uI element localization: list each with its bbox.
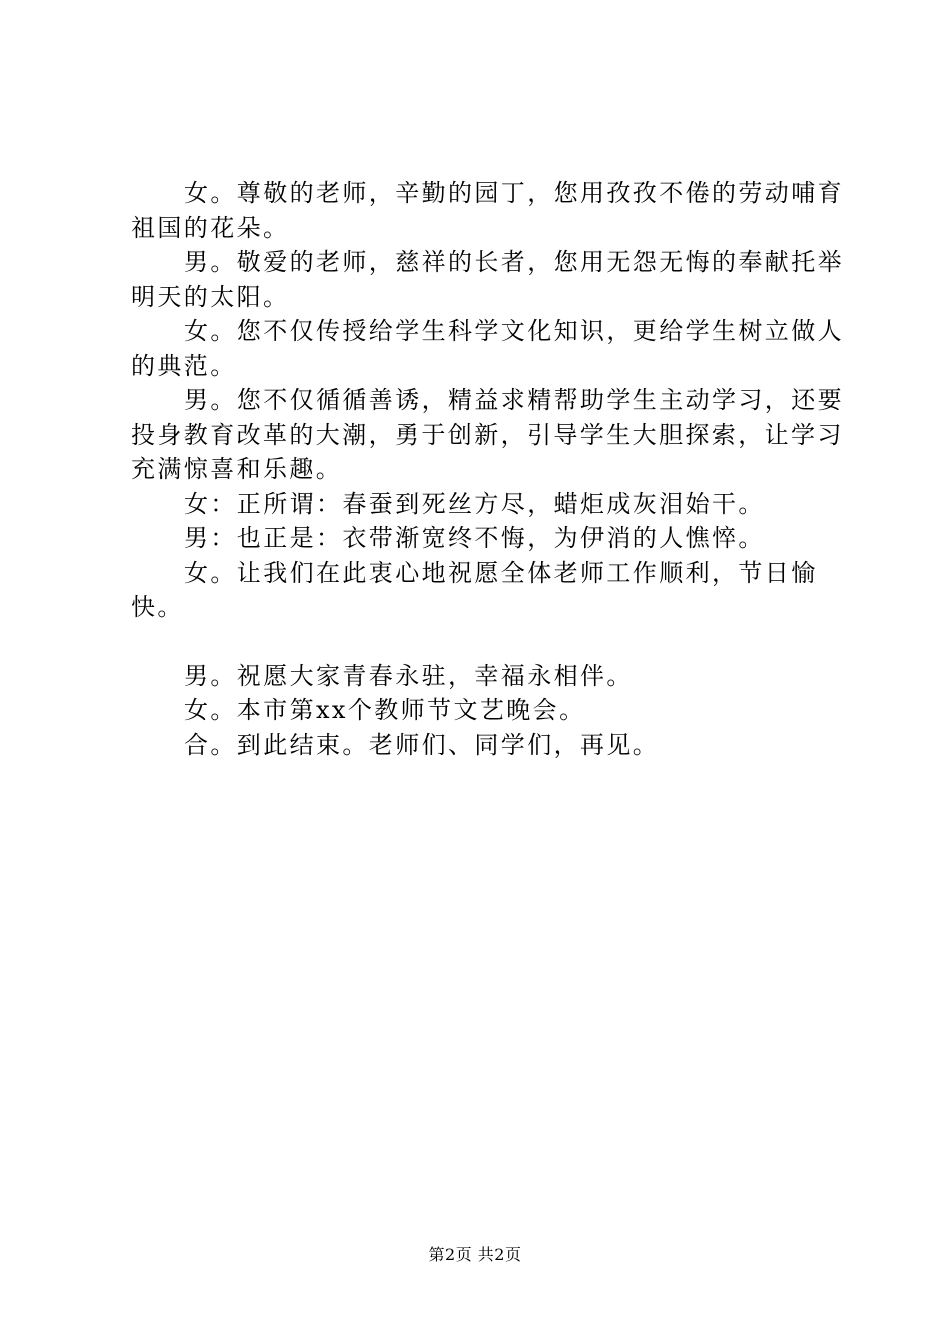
paragraph: 女。本市第xx个教师节文艺晚会。 — [184, 696, 586, 724]
paragraph: 合。到此结束。老师们、同学们，再见。 — [184, 730, 660, 759]
paragraph: 女：正所谓：春蚕到死丝方尽，蜡炬成灰泪始干。 — [184, 489, 765, 518]
paragraph: 女。尊敬的老师，辛勤的园丁，您用孜孜不倦的劳动哺育祖国的花朵。 — [131, 179, 844, 242]
paragraph: 男。敬爱的老师，慈祥的长者，您用无怨无悔的奉献托举明天的太阳。 — [131, 248, 844, 311]
paragraph: 男。祝愿大家青春永驻，幸福永相伴。 — [184, 661, 633, 690]
paragraph: 女。让我们在此衷心地祝愿全体老师工作顺利，节日愉快。 — [131, 558, 818, 621]
paragraph: 女。您不仅传授给学生科学文化知识，更给学生树立做人的典范。 — [131, 317, 844, 380]
page-footer: 第2页 共2页 — [428, 1245, 522, 1264]
paragraph: 男。您不仅循循善诱，精益求精帮助学生主动学习，还要投身教育改革的大潮，勇于创新，引导学生大胆探索，让学习充满惊喜和乐趣。 — [131, 386, 844, 483]
document-body — [131, 176, 851, 762]
paragraph: 男：也正是：衣带渐宽终不悔，为伊消的人憔悴。 — [184, 524, 765, 552]
